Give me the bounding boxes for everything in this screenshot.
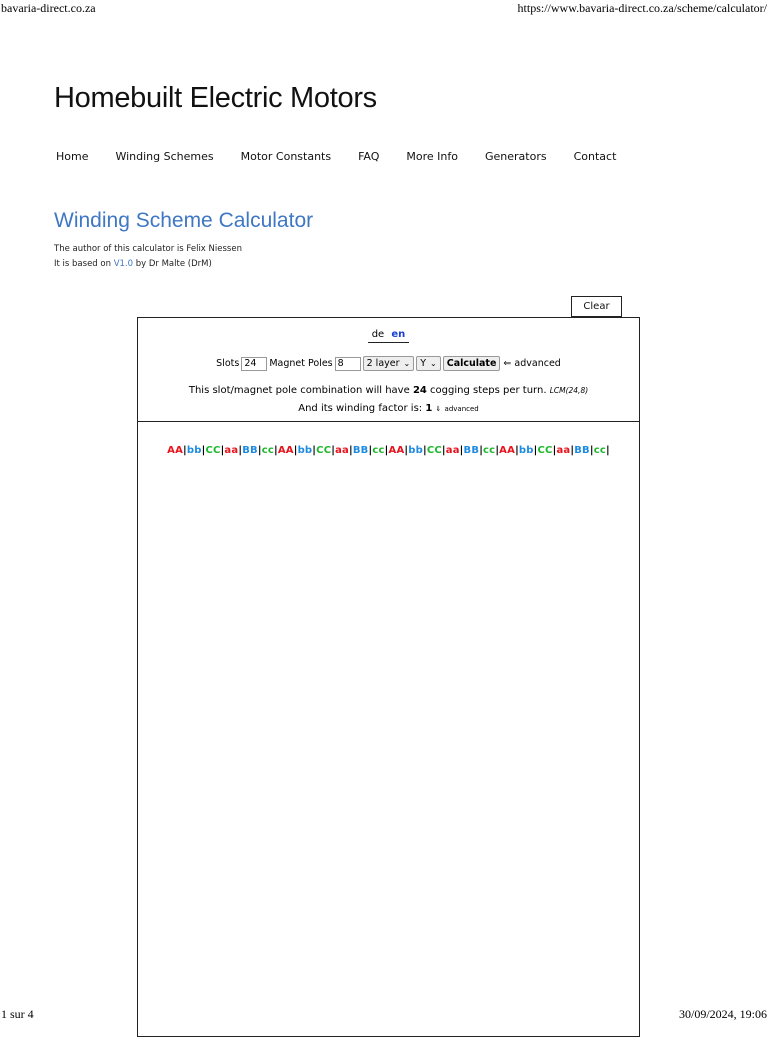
scheme-separator: | (441, 445, 446, 456)
winding-scheme (138, 445, 639, 456)
scheme-separator: | (459, 445, 464, 456)
scheme-separator: | (368, 445, 373, 456)
wf-advanced-link[interactable]: advanced (444, 405, 479, 413)
scheme-separator: | (257, 445, 262, 456)
scheme-coil: BB (463, 445, 480, 456)
scheme-coil: cc (483, 445, 496, 456)
connection-select[interactable] (416, 356, 441, 371)
scheme-separator: | (384, 445, 389, 456)
scheme-coil: AA (388, 445, 405, 456)
scheme-coil: cc (261, 445, 274, 456)
calculator-header (138, 318, 639, 422)
intro-text (54, 242, 242, 272)
scheme-coil: bb (518, 445, 534, 456)
print-header-url: https://www.bavaria-direct.co.za/scheme/calculator/ (517, 1, 767, 15)
cogging-info (138, 385, 639, 396)
scheme-separator: | (552, 445, 557, 456)
scheme-coil: AA (277, 445, 294, 456)
cog-prefix: This slot/magnet pole combination will have (188, 385, 413, 396)
scheme-separator: | (312, 445, 317, 456)
winding-factor-info (138, 403, 639, 414)
scheme-separator: | (404, 445, 409, 456)
slots-label: Slots (216, 358, 240, 369)
scheme-coil: cc (593, 445, 606, 456)
scheme-separator: | (422, 445, 427, 456)
scheme-coil: bb (408, 445, 423, 456)
clear-button[interactable]: Clear (571, 296, 622, 317)
layer-select-value: 2 layer (366, 358, 400, 369)
calculator-controls (138, 356, 639, 371)
scheme-coil: BB (352, 445, 369, 456)
author-line: The author of this calculator is Felix Niessen (54, 244, 242, 254)
scheme-separator: | (293, 445, 298, 456)
scheme-separator: | (183, 445, 187, 456)
scheme-separator: | (238, 445, 243, 456)
scheme-separator: | (515, 445, 519, 456)
nav-generators[interactable]: Generators (485, 150, 547, 163)
scheme-separator: | (273, 445, 278, 456)
print-footer-date: 30/09/2024, 19:06 (678, 1007, 767, 1021)
main-nav (56, 150, 643, 163)
advanced-link[interactable]: ⇐ advanced (503, 358, 561, 369)
scheme-coil: CC (537, 445, 553, 456)
site-title: Homebuilt Electric Motors (54, 82, 377, 114)
nav-faq[interactable]: FAQ (358, 150, 380, 163)
based-suffix: by Dr Malte (DrM) (133, 259, 212, 269)
scheme-separator: | (220, 445, 225, 456)
scheme-separator: | (589, 445, 594, 456)
calculator-panel (137, 317, 640, 1037)
scheme-separator: | (533, 445, 538, 456)
cog-suffix: cogging steps per turn. (426, 385, 547, 396)
scheme-separator: | (479, 445, 484, 456)
cog-value: 24 (412, 385, 427, 396)
scheme-coil: CC (316, 445, 332, 456)
lang-en-link[interactable]: en (391, 329, 406, 340)
based-on-line (54, 257, 242, 272)
slots-input[interactable] (241, 357, 267, 371)
v1-link[interactable]: V1.0 (113, 259, 134, 269)
scheme-separator: | (605, 445, 610, 456)
scheme-coil: CC (205, 445, 221, 456)
nav-more-info[interactable]: More Info (406, 150, 458, 163)
wf-arrow-icon[interactable]: ⇓ (435, 405, 442, 413)
wf-value: 1 (425, 403, 433, 414)
lang-de-link[interactable]: de (371, 329, 385, 340)
print-footer-page: 1 sur 4 (1, 1007, 34, 1021)
nav-contact[interactable]: Contact (573, 150, 617, 163)
scheme-coil: cc (372, 445, 385, 456)
scheme-coil: aa (224, 445, 239, 456)
scheme-coil: AA (499, 445, 516, 456)
nav-motor-constants[interactable]: Motor Constants (240, 150, 332, 163)
poles-label: Magnet Poles (269, 358, 333, 369)
scheme-coil: aa (335, 445, 349, 456)
scheme-coil: CC (426, 445, 442, 456)
scheme-coil: aa (445, 445, 460, 456)
based-prefix: It is based on (54, 259, 114, 269)
nav-home[interactable]: Home (56, 150, 89, 163)
scheme-separator: | (349, 445, 353, 456)
poles-input[interactable] (335, 357, 361, 371)
print-header-site: bavaria-direct.co.za (1, 1, 96, 15)
wf-prefix: And its winding factor is: (298, 403, 426, 414)
scheme-separator: | (331, 445, 336, 456)
cog-lcm: LCM(24,8) (549, 386, 589, 395)
scheme-separator: | (495, 445, 500, 456)
scheme-coil: aa (556, 445, 571, 456)
nav-winding-schemes[interactable]: Winding Schemes (115, 150, 214, 163)
chevron-down-icon: ⌄ (403, 359, 411, 368)
scheme-coil: bb (297, 445, 313, 456)
layer-select[interactable] (363, 356, 415, 371)
connection-select-value: Y (420, 358, 427, 369)
page-title: Winding Scheme Calculator (54, 209, 314, 232)
language-switch (138, 329, 639, 343)
scheme-coil: BB (574, 445, 590, 456)
scheme-separator: | (201, 445, 206, 456)
scheme-coil: AA (167, 445, 184, 456)
chevron-down-icon: ⌄ (430, 359, 437, 368)
scheme-separator: | (570, 445, 575, 456)
scheme-coil: BB (242, 445, 258, 456)
scheme-coil: bb (186, 445, 202, 456)
calculate-button[interactable]: Calculate (443, 356, 501, 371)
